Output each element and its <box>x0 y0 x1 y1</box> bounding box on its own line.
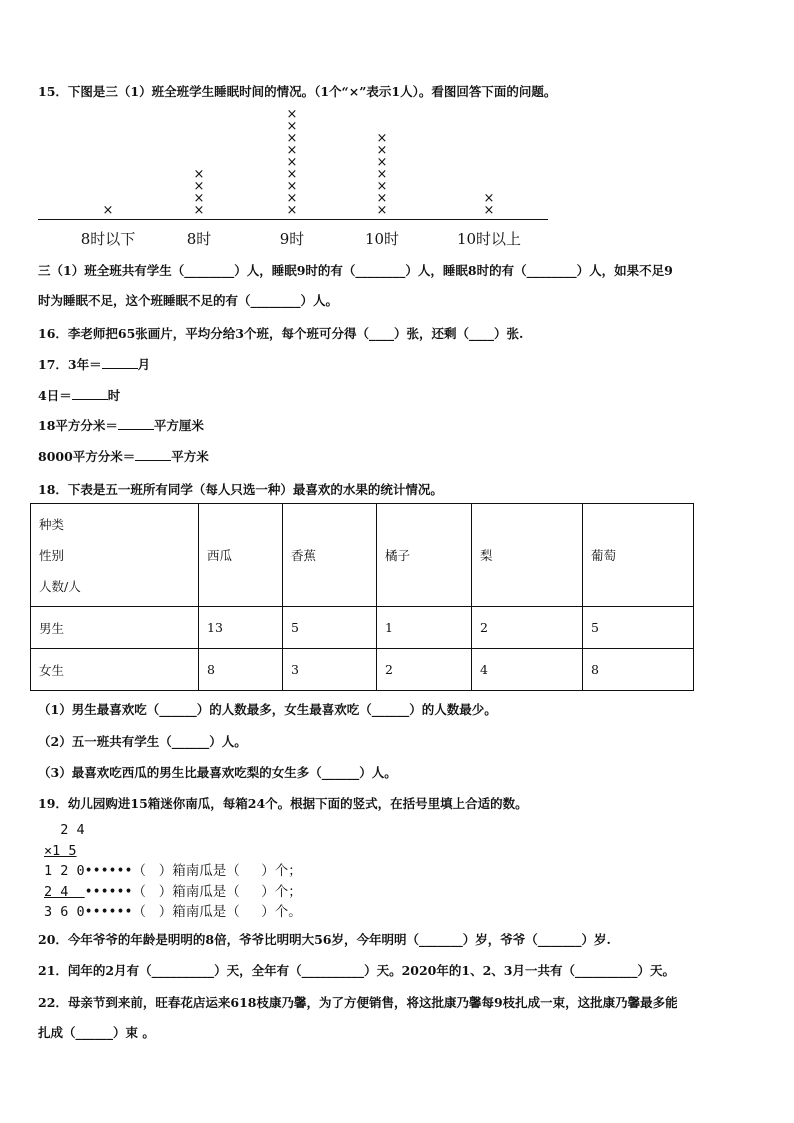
fruit-header: 梨 <box>472 504 583 607</box>
plot-x-mark: × <box>376 167 388 182</box>
plot-x-mark: × <box>286 143 298 158</box>
plot-label-10: 10时 <box>364 230 400 248</box>
plot-x-mark: × <box>286 131 298 146</box>
q17-line4 <box>38 447 209 465</box>
q22-line1: 22．母亲节到来前，旺春花店运来618枝康乃馨，为了方便销售，将这批康乃馨每9枝扎成一束，这批康乃馨最多能 <box>38 995 678 1010</box>
q17-blank3[interactable] <box>118 417 154 430</box>
q17-line2 <box>38 386 120 404</box>
plot-x-mark: × <box>286 155 298 170</box>
q17-l3b: 平方厘米 <box>153 418 204 433</box>
plot-label-under-8: 8时以下 <box>80 230 136 248</box>
plot-x-mark: × <box>483 203 495 218</box>
table-cell: 5 <box>583 607 694 649</box>
q17-blank2[interactable] <box>72 387 108 400</box>
table-cell: 1 <box>377 607 472 649</box>
q17-l2a: 4日＝ <box>38 388 72 403</box>
partial2-note: ••••••（ ）箱南瓜是（ ）个； <box>84 883 302 900</box>
table-row <box>31 607 694 649</box>
fruit-stats-table <box>30 503 694 691</box>
q19-prompt: 19．幼儿园购进15箱迷你南瓜，每箱24个。根据下面的竖式，在括号里填上合适的数。 <box>38 796 528 811</box>
q15-prompt: 15．下图是三（1）班全班学生睡眠时间的情况。（1个“×”表示1人）。看图回答下面的问题。 <box>38 84 557 99</box>
table-cell: 2 <box>472 607 583 649</box>
plot-x-mark: × <box>286 119 298 134</box>
q17-line1 <box>38 355 150 373</box>
q17-l2b: 时 <box>107 388 121 403</box>
q17-blank4[interactable] <box>135 448 171 461</box>
header-gender: 性别 <box>39 547 65 563</box>
table-cell: 8 <box>199 649 283 691</box>
plot-x-mark: × <box>286 179 298 194</box>
q20-text: 20．今年爷爷的年龄是明明的8倍，爷爷比明明大56岁，今年明明（_______）岁，爷爷（_______）岁. <box>38 932 611 947</box>
partial1-value: 1 2 0 <box>44 863 85 879</box>
table-row <box>31 649 694 691</box>
row-label: 男生 <box>31 607 199 649</box>
header-kind: 种类 <box>39 516 65 532</box>
q18-sub3: （3）最喜欢吃西瓜的男生比最喜欢吃梨的女生多（______）人。 <box>38 765 397 780</box>
table-corner-header <box>31 504 199 607</box>
plot-x-mark: × <box>376 191 388 206</box>
q17-blank1[interactable] <box>102 356 138 369</box>
plot-x-mark: × <box>193 191 205 206</box>
plot-x-mark: × <box>286 107 298 122</box>
q18-sub2: （2）五一班共有学生（______）人。 <box>38 734 247 749</box>
table-header-row <box>31 504 694 607</box>
plot-x-mark: × <box>376 203 388 218</box>
plot-x-mark: × <box>193 203 205 218</box>
plot-x-mark: × <box>483 191 495 206</box>
header-count: 人数/人 <box>39 578 81 594</box>
table-cell: 5 <box>283 607 377 649</box>
table-cell: 2 <box>377 649 472 691</box>
table-cell: 13 <box>199 607 283 649</box>
q17-line3 <box>38 416 204 434</box>
q17-l4b: 平方米 <box>171 449 209 464</box>
fruit-header: 葡萄 <box>583 504 694 607</box>
q21-text: 21．闰年的2月有（__________）天，全年有（__________）天。2020年的1、2、3月一共有（__________）天。 <box>38 963 675 978</box>
q18-sub1: （1）男生最喜欢吃（______）的人数最多，女生最喜欢吃（______）的人数最少。 <box>38 702 497 717</box>
sleep-line-plot <box>38 104 550 254</box>
fruit-header: 西瓜 <box>199 504 283 607</box>
q15-question-line1: 三（1）班全班共有学生（________）人，睡眠9时的有（________）人，睡眠8时的有（________）人，如果不足9 <box>38 263 673 278</box>
plot-x-mark: × <box>376 143 388 158</box>
plot-x-mark: × <box>286 191 298 206</box>
calc-row-multiplier: ×1 5 <box>44 842 77 859</box>
fruit-header: 香蕉 <box>283 504 377 607</box>
plot-axis <box>38 219 548 220</box>
calc-row-partial1 <box>44 861 302 882</box>
plot-x-mark: × <box>193 167 205 182</box>
partial2-value: 2 4 <box>44 883 85 900</box>
plot-x-mark: × <box>102 203 114 218</box>
plot-x-mark: × <box>376 131 388 146</box>
plot-x-mark: × <box>376 155 388 170</box>
q18-prompt: 18．下表是五一班所有同学（每人只选一种）最喜欢的水果的统计情况。 <box>38 482 443 497</box>
q22-line2: 扎成（______）束 。 <box>38 1025 155 1040</box>
calc-row-partial2 <box>44 882 302 903</box>
calc-row-product <box>44 902 302 923</box>
q17-l4a: 8000平方分米＝ <box>38 449 136 464</box>
partial1-note: ••••••（ ）箱南瓜是（ ）个； <box>84 863 302 879</box>
plot-label-over-10: 10时以上 <box>456 230 522 248</box>
product-note: ••••••（ ）箱南瓜是（ ）个。 <box>84 904 302 920</box>
plot-x-mark: × <box>376 179 388 194</box>
q17-l3a: 18平方分米＝ <box>38 418 118 433</box>
table-cell: 3 <box>283 649 377 691</box>
plot-label-9: 9时 <box>279 230 305 248</box>
q17-l1a: 17．3年＝ <box>38 357 102 372</box>
product-value: 3 6 0 <box>44 904 85 920</box>
fruit-header: 橘子 <box>377 504 472 607</box>
plot-x-mark: × <box>193 179 205 194</box>
table-cell: 8 <box>583 649 694 691</box>
calc-row-multiplicand: 2 4 <box>44 822 85 838</box>
vertical-multiplication <box>44 820 302 923</box>
q17-l1b: 月 <box>137 357 151 372</box>
plot-x-mark: × <box>286 167 298 182</box>
q15-question-line2: 时为睡眠不足，这个班睡眠不足的有（________）人。 <box>38 293 339 308</box>
plot-label-8: 8时 <box>186 230 212 248</box>
plot-x-mark: × <box>286 203 298 218</box>
q16-text: 16．李老师把65张画片，平均分给3个班，每个班可分得（____）张，还剩（____）张. <box>38 326 524 341</box>
row-label: 女生 <box>31 649 199 691</box>
table-cell: 4 <box>472 649 583 691</box>
